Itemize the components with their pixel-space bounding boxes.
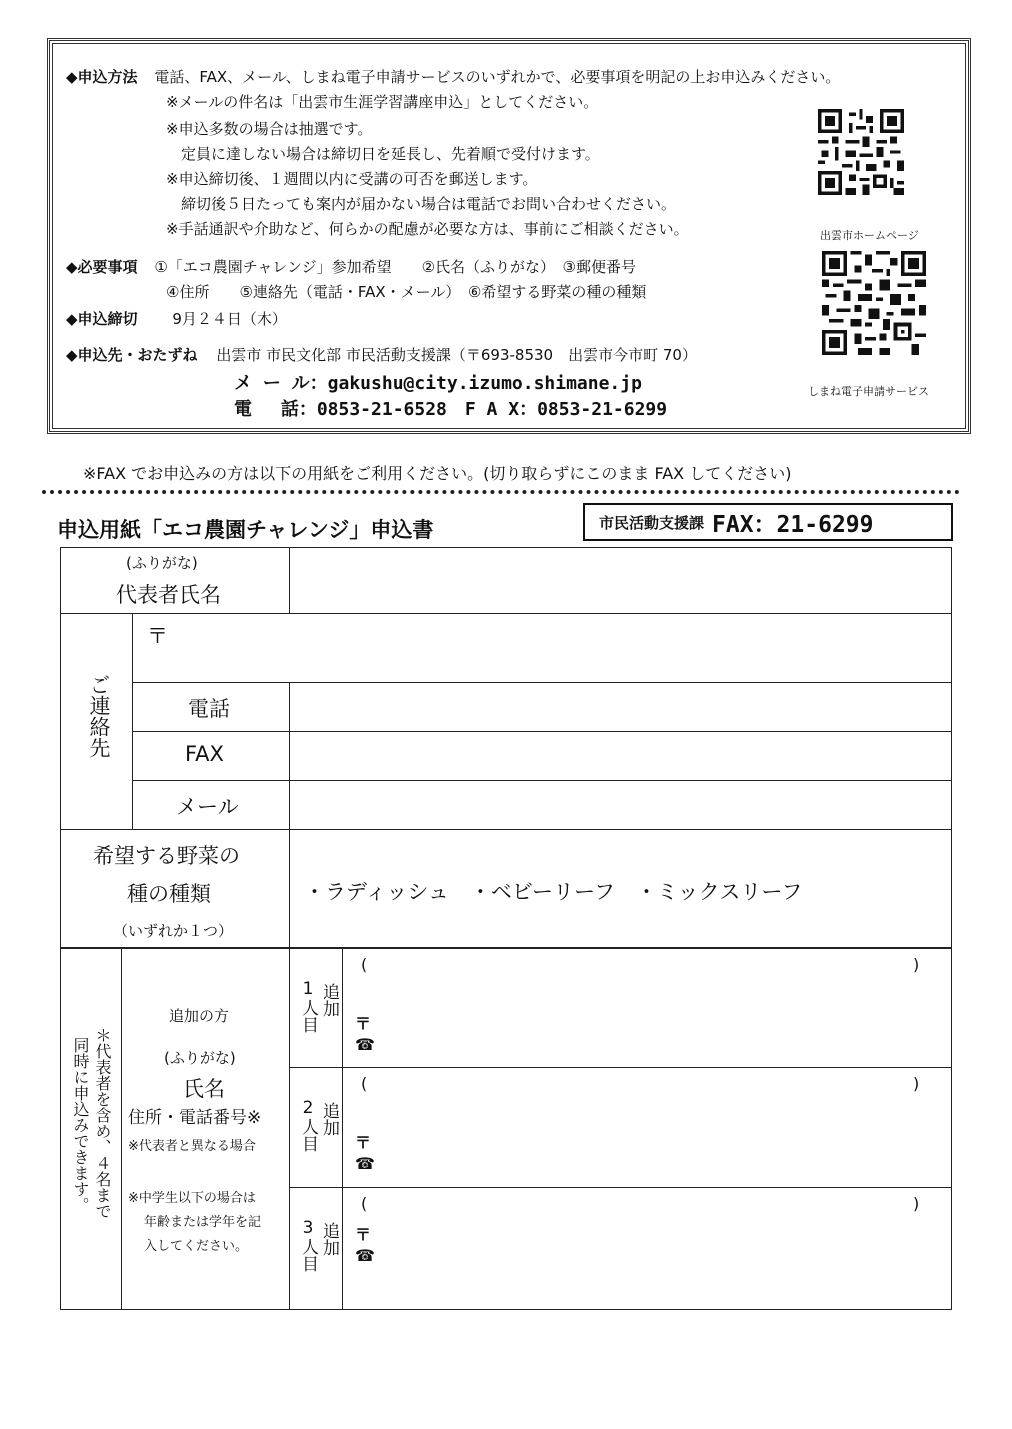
note-email-subject: ※メールの件名は「出雲市生涯学習講座申込」としてください。 — [166, 93, 599, 111]
note-contact: 締切後５日たっても案内が届かない場合は電話でお問い合わせください。 — [166, 195, 677, 213]
person3-phone-icon: ☎ — [355, 1246, 375, 1265]
additional-person-label: 追加の方 — [169, 1007, 230, 1025]
additional-name-label: 氏名 — [183, 1077, 225, 1101]
person3-paren-open: ( — [361, 1194, 368, 1213]
side-note-cell — [60, 947, 122, 1310]
vegetable-label-line1: 希望する野菜の — [93, 844, 240, 868]
cut-line — [42, 490, 960, 494]
additional-note-minor-1: ※中学生以下の場合は — [128, 1191, 256, 1206]
method-text: 電話、FAX、メール、しまね電子申請サービスのいずれかで、必要事項を明記の上お申込みください。 — [154, 68, 841, 86]
fax-destination-box — [583, 503, 953, 541]
person1-label-cell — [289, 947, 343, 1068]
phone-label-cell — [132, 682, 290, 732]
person2-paren-close: ) — [913, 1074, 920, 1093]
deadline-row — [66, 309, 287, 329]
mail-label: メール — [176, 795, 239, 819]
person1-input-cell[interactable] — [342, 947, 952, 1068]
additional-addr-label: 住所・電話番号※ — [128, 1108, 262, 1128]
additional-note-minor-2: 年齢または学年を記 — [144, 1215, 262, 1230]
rep-name-label-cell — [60, 547, 290, 614]
rep-name-label: 代表者氏名 — [116, 583, 221, 607]
deadline-label: ◆申込締切 — [66, 310, 138, 328]
postal-mark: 〒 — [147, 624, 168, 648]
person2-postal-mark: 〒 — [355, 1133, 372, 1152]
person1-phone-icon: ☎ — [355, 1035, 375, 1054]
person2-label-ordinal: 2人目 — [298, 1098, 318, 1152]
person2-label-add: 追加 — [319, 1102, 339, 1136]
person2-input-cell[interactable] — [342, 1067, 952, 1188]
additional-note-minor-3: 入してください。 — [144, 1239, 249, 1254]
mail-input-cell[interactable] — [289, 780, 952, 830]
vegetable-note: （いずれか１つ） — [113, 922, 234, 940]
homepage-qr-code[interactable] — [818, 109, 904, 195]
person2-label-cell — [289, 1067, 343, 1188]
dest-text: 出雲市 市民文化部 市民活動支援課（〒693-8530 出雲市今市町 70） — [216, 346, 697, 364]
homepage-qr-caption: 出雲市ホームページ — [820, 229, 919, 242]
vegetable-label-cell — [60, 829, 290, 948]
additional-label-cell — [121, 947, 290, 1310]
person1-postal-mark: 〒 — [355, 1014, 372, 1033]
person2-paren-open: ( — [361, 1074, 368, 1093]
vegetable-options-cell[interactable] — [289, 829, 952, 948]
note-lottery: ※申込多数の場合は抽選です。 — [166, 120, 373, 138]
person3-label-cell — [289, 1187, 343, 1310]
required-line1: ①「エコ農園チャレンジ」参加希望 ②氏名（ふりがな） ③郵便番号 — [154, 258, 636, 276]
fax-label-cell — [132, 731, 290, 781]
email-line[interactable]: メ ー ル：gakushu@city.izumo.shimane.jp — [234, 373, 642, 394]
note-mail-result: ※申込締切後、１週間以内に受講の可否を郵送します。 — [166, 170, 538, 188]
e-application-qr-caption: しまね電子申請サービス — [808, 385, 929, 398]
dest-row — [66, 345, 697, 365]
e-application-qr-code[interactable] — [822, 251, 926, 355]
person3-label-add: 追加 — [319, 1222, 339, 1256]
fax-label: FAX — [185, 742, 224, 766]
fax-usage-note: ※FAX でお申込みの方は以下の用紙をご利用ください。(切り取らずにこのまま FAX してください) — [83, 464, 792, 483]
phone-input-cell[interactable] — [289, 682, 952, 732]
vegetable-label-line2: 種の種類 — [127, 882, 211, 906]
contact-label: ご連絡先 — [87, 674, 111, 758]
required-row — [66, 257, 636, 277]
vegetable-options: ・ラディッシュ ・ベビーリーフ ・ミックスリーフ — [304, 880, 803, 904]
person3-postal-mark: 〒 — [355, 1225, 372, 1244]
deadline-text: 9月２４日（木） — [172, 310, 287, 328]
method-label: ◆申込方法 — [66, 68, 138, 86]
additional-furigana-label: (ふりがな) — [164, 1049, 236, 1067]
dest-label: ◆申込先・おたずね — [66, 346, 198, 364]
person3-input-cell[interactable] — [342, 1187, 952, 1310]
note-assist: ※手話通訳や介助など、何らかの配慮が必要な方は、事前にご相談ください。 — [166, 220, 689, 238]
fax-number: FAX：21-6299 — [712, 511, 874, 538]
person1-paren-close: ) — [913, 955, 920, 974]
person1-label-add: 追加 — [319, 983, 339, 1017]
phone-line[interactable]: 電 話：0853-21-6528 F A X：0853-21-6299 — [234, 399, 668, 420]
note-extend: 定員に達しない場合は締切日を延長し、先着順で受付けます。 — [166, 145, 600, 163]
additional-note-diff: ※代表者と異なる場合 — [128, 1139, 256, 1154]
required-line2: ④住所 ⑤連絡先（電話・FAX・メール） ⑥希望する野菜の種の種類 — [166, 283, 647, 301]
side-note-line2: 同時に申込みできます。 — [71, 1037, 90, 1213]
fax-department: 市民活動支援課 — [599, 513, 705, 532]
mail-label-cell — [132, 780, 290, 830]
application-info-box — [47, 38, 971, 434]
person1-label-ordinal: 1人目 — [298, 979, 318, 1033]
address-input-cell[interactable] — [132, 613, 952, 683]
person2-phone-icon: ☎ — [355, 1154, 375, 1173]
person3-paren-close: ) — [913, 1194, 920, 1213]
method-row — [66, 67, 840, 87]
rep-furigana-label: (ふりがな) — [126, 554, 198, 572]
side-note-line1: ＊代表者を含め、４名まで — [93, 1027, 112, 1219]
phone-label: 電話 — [188, 697, 230, 721]
person3-label-ordinal: 3人目 — [298, 1218, 318, 1272]
fax-input-cell[interactable] — [289, 731, 952, 781]
form-title: 申込用紙「エコ農園チャレンジ」申込書 — [57, 518, 434, 542]
application-form — [60, 547, 952, 1310]
contact-label-cell — [60, 613, 133, 830]
person1-paren-open: ( — [361, 955, 368, 974]
rep-name-input-cell[interactable] — [289, 547, 952, 614]
required-label: ◆必要事項 — [66, 258, 138, 276]
